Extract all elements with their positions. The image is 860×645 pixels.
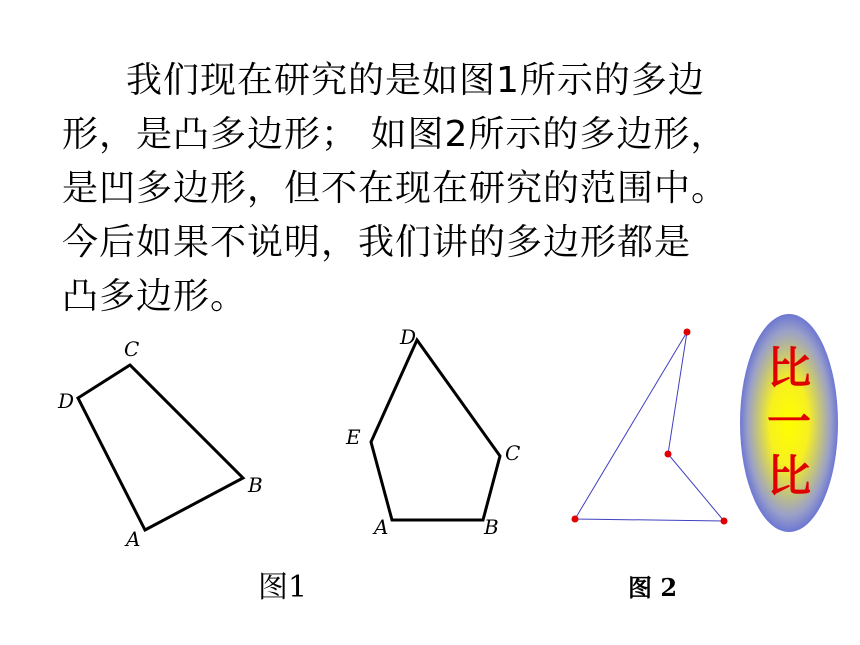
vertex-label-c: C (124, 337, 140, 361)
vertex-label-d: D (400, 325, 417, 349)
concave-polygon (575, 332, 724, 521)
quadrilateral-abcd (78, 365, 243, 530)
vertex-label-a: A (374, 515, 389, 539)
vertex-label-c: C (505, 441, 521, 465)
vertex-label-e: E (346, 425, 361, 449)
vertex-label-b: B (248, 473, 263, 497)
vertex-label-a: A (126, 527, 141, 551)
polygon-vertex-point (665, 451, 672, 458)
polygon-vertex-point (721, 518, 728, 525)
polygon-vertex-point (572, 516, 579, 523)
compare-badge[interactable] (740, 314, 838, 532)
vertex-label-d: D (58, 389, 75, 413)
figure1-caption: 图1 (258, 570, 308, 605)
badge-char-2: 一 (767, 397, 811, 448)
badge-char-1: 比 (767, 343, 811, 394)
figure2-caption: 图 2 (628, 573, 678, 602)
badge-char-3: 比 (767, 451, 811, 502)
vertex-label-b: B (484, 515, 499, 539)
polygon-vertex-point (684, 329, 691, 336)
pentagon-abcde (371, 340, 500, 520)
intro-paragraph: 我们现在研究的是如图1所示的多边 形，是凸多边形； 如图2所示的多边形， 是凹多边形，但不在现在研究的范围中。 今后如果不说明，我们讲的多边形都是 凸多边形。 (62, 60, 729, 317)
